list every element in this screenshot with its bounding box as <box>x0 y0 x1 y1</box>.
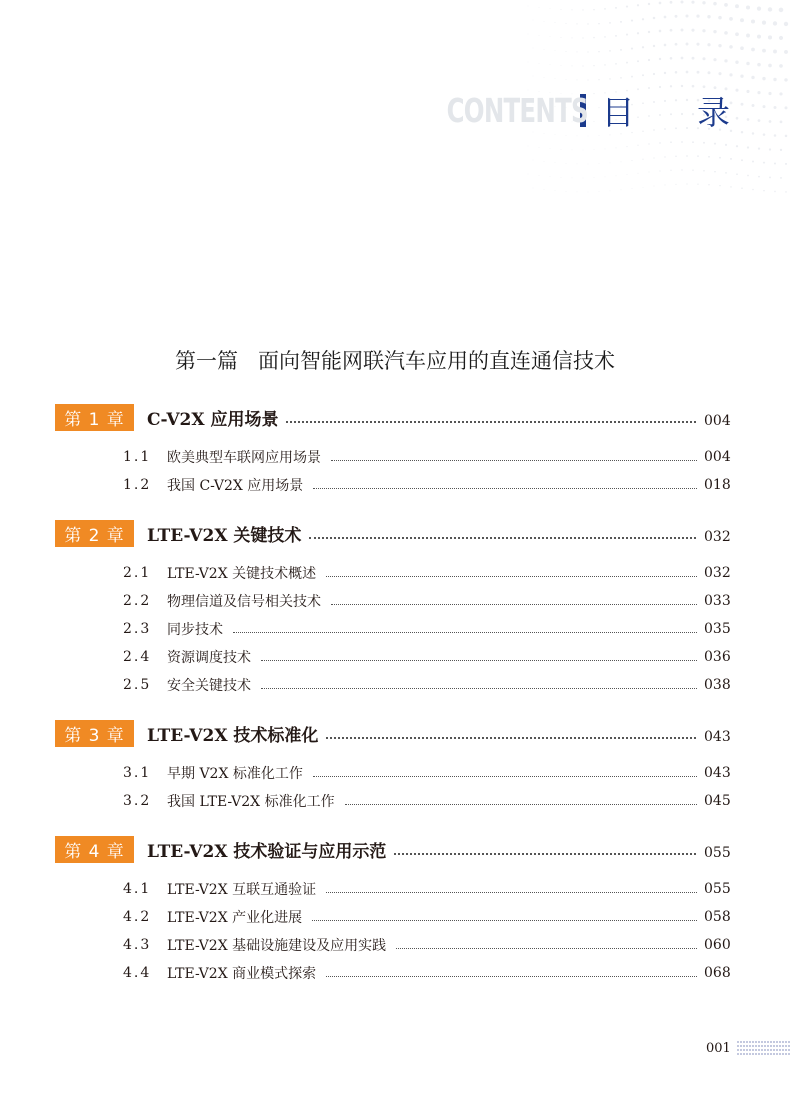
dot-leader <box>396 948 697 949</box>
dot-leader <box>331 604 697 605</box>
chapter-entry[interactable] <box>55 518 730 548</box>
dot-leader <box>326 737 696 739</box>
section-number: 3.1 <box>123 765 152 781</box>
dot-leader <box>326 976 697 977</box>
section-entry[interactable] <box>55 587 730 615</box>
section-title: LTE-V2X 关键技术概述 <box>167 566 317 582</box>
section-entry[interactable] <box>55 615 730 643</box>
section-number: 1.2 <box>123 477 152 493</box>
section-entry[interactable] <box>55 559 730 587</box>
section-entry[interactable] <box>55 931 730 959</box>
section-title: 我国 C-V2X 应用场景 <box>167 478 304 494</box>
dot-leader <box>286 421 696 423</box>
section-number: 2.2 <box>123 593 152 609</box>
section-number: 4.2 <box>123 909 152 925</box>
chapter-page: 004 <box>704 413 731 429</box>
section-title: LTE-V2X 产业化进展 <box>167 910 303 926</box>
dot-leader <box>312 920 697 921</box>
chapter-label: 第 1 章 <box>55 404 134 431</box>
section-page: 068 <box>704 965 731 981</box>
chapter-label: 第 4 章 <box>55 836 134 863</box>
section-entry[interactable] <box>55 787 730 815</box>
section-entry[interactable] <box>55 671 730 699</box>
section-title: 物理信道及信号相关技术 <box>167 594 321 610</box>
section-number: 2.3 <box>123 621 152 637</box>
contents-title: 目 录 <box>601 92 756 132</box>
page-number: 001 <box>706 1041 731 1056</box>
dot-leader <box>313 776 697 777</box>
section-number: 2.4 <box>123 649 152 665</box>
section-entry[interactable] <box>55 875 730 903</box>
section-title: 欧美典型车联网应用场景 <box>167 450 321 466</box>
section-page: 038 <box>704 677 731 693</box>
dot-leader <box>261 688 697 689</box>
dot-leader <box>331 460 697 461</box>
section-number: 2.1 <box>123 565 152 581</box>
dot-leader <box>326 576 697 577</box>
section-entry[interactable] <box>55 759 730 787</box>
section-number: 4.3 <box>123 937 152 953</box>
chapter-page: 055 <box>704 845 731 861</box>
dot-leader <box>261 660 697 661</box>
section-title: 资源调度技术 <box>167 650 251 666</box>
section-number: 4.4 <box>123 965 152 981</box>
section-number: 4.1 <box>123 881 152 897</box>
chapter-entry[interactable] <box>55 834 730 864</box>
chapter-entry[interactable] <box>55 718 730 748</box>
chapter-title: LTE-V2X 技术验证与应用示范 <box>147 841 387 862</box>
section-page: 043 <box>704 765 731 781</box>
dot-leader <box>345 804 697 805</box>
section-number: 3.2 <box>123 793 152 809</box>
section-title: LTE-V2X 基础设施建设及应用实践 <box>167 938 387 954</box>
section-page: 033 <box>704 593 731 609</box>
section-entry[interactable] <box>55 959 730 987</box>
folio-dot-pattern <box>736 1040 790 1056</box>
section-number: 1.1 <box>123 449 152 465</box>
dot-leader <box>313 488 697 489</box>
contents-header <box>397 88 756 132</box>
chapter-page: 032 <box>704 529 731 545</box>
section-page: 018 <box>704 477 731 493</box>
section-page: 055 <box>704 881 731 897</box>
section-title: LTE-V2X 商业模式探索 <box>167 966 317 982</box>
section-title: 我国 LTE-V2X 标准化工作 <box>167 794 335 810</box>
section-entry[interactable] <box>55 903 730 931</box>
contents-word: CONTENTS <box>446 90 588 130</box>
dot-leader <box>326 892 697 893</box>
chapter-title: C-V2X 应用场景 <box>147 409 279 430</box>
section-title: 同步技术 <box>167 622 223 638</box>
table-of-contents <box>55 402 730 987</box>
chapter-title: LTE-V2X 技术标准化 <box>147 725 319 746</box>
section-number: 2.5 <box>123 677 152 693</box>
section-title: 安全关键技术 <box>167 678 251 694</box>
chapter-label: 第 3 章 <box>55 720 134 747</box>
part-number: 第一篇 <box>175 349 238 373</box>
dot-leader <box>309 537 696 539</box>
section-page: 035 <box>704 621 731 637</box>
section-page: 058 <box>704 909 731 925</box>
section-title: 早期 V2X 标准化工作 <box>167 766 303 782</box>
section-entry[interactable] <box>55 443 730 471</box>
dot-leader <box>394 853 696 855</box>
section-entry[interactable] <box>55 471 730 499</box>
section-page: 036 <box>704 649 731 665</box>
dot-leader <box>233 632 697 633</box>
chapter-label: 第 2 章 <box>55 520 134 547</box>
part-name: 面向智能网联汽车应用的直连通信技术 <box>258 349 615 373</box>
section-page: 032 <box>704 565 731 581</box>
chapter-entry[interactable] <box>55 402 730 432</box>
part-title <box>0 345 790 375</box>
section-page: 060 <box>704 937 731 953</box>
section-entry[interactable] <box>55 643 730 671</box>
chapter-page: 043 <box>704 729 731 745</box>
section-page: 004 <box>704 449 731 465</box>
section-page: 045 <box>704 793 731 809</box>
chapter-title: LTE-V2X 关键技术 <box>147 525 302 546</box>
section-title: LTE-V2X 互联互通验证 <box>167 882 317 898</box>
